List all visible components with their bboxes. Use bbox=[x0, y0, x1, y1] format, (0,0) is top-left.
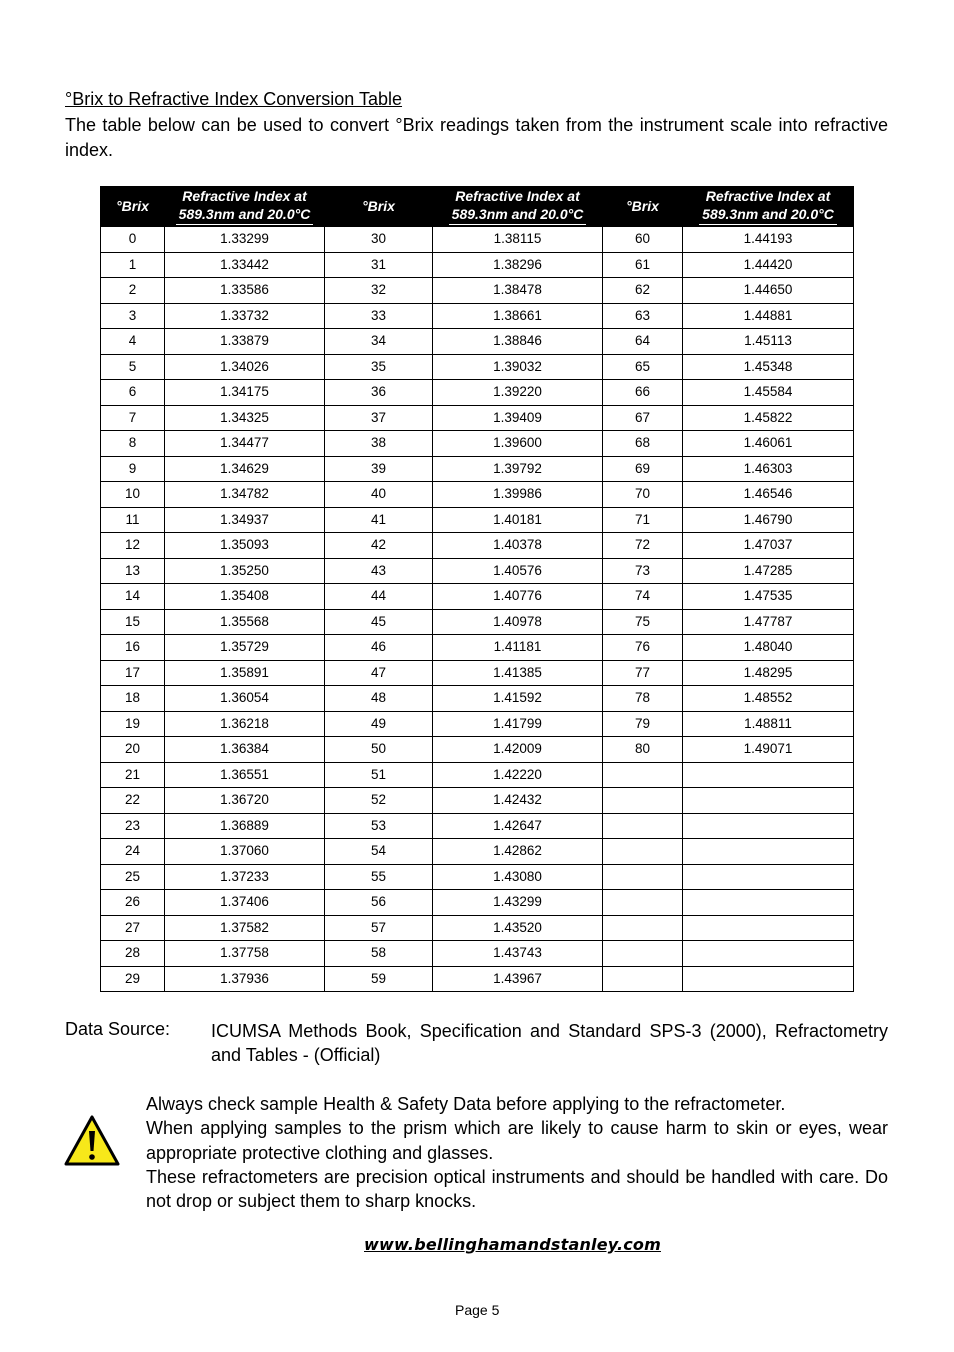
refractive-index-cell: 1.37233 bbox=[165, 864, 325, 890]
refractive-index-cell: 1.44193 bbox=[683, 227, 854, 253]
table-row bbox=[101, 686, 854, 712]
refractive-index-cell: 1.35250 bbox=[165, 558, 325, 584]
refractive-index-cell: 1.34937 bbox=[165, 507, 325, 533]
refractive-index-cell: 1.45348 bbox=[683, 354, 854, 380]
brix-cell: 79 bbox=[603, 711, 683, 737]
conversion-table bbox=[100, 186, 854, 992]
brix-cell: 47 bbox=[325, 660, 433, 686]
refractive-index-cell: 1.34026 bbox=[165, 354, 325, 380]
brix-cell: 32 bbox=[325, 278, 433, 304]
brix-cell: 21 bbox=[101, 762, 165, 788]
refractive-index-cell: 1.34782 bbox=[165, 482, 325, 508]
brix-cell: 46 bbox=[325, 635, 433, 661]
refractive-index-cell: 1.42009 bbox=[433, 737, 603, 763]
brix-cell: 16 bbox=[101, 635, 165, 661]
table-row bbox=[101, 813, 854, 839]
brix-cell: 38 bbox=[325, 431, 433, 457]
brix-cell: 44 bbox=[325, 584, 433, 610]
refractive-index-cell: 1.45822 bbox=[683, 405, 854, 431]
brix-cell: 54 bbox=[325, 839, 433, 865]
refractive-index-cell bbox=[683, 839, 854, 865]
website-link[interactable]: www.bellinghamandstanley.com bbox=[364, 1235, 661, 1254]
brix-cell: 51 bbox=[325, 762, 433, 788]
refractive-index-cell: 1.47037 bbox=[683, 533, 854, 559]
refractive-index-cell: 1.48552 bbox=[683, 686, 854, 712]
refractive-index-cell: 1.46303 bbox=[683, 456, 854, 482]
table-row bbox=[101, 354, 854, 380]
refractive-index-cell: 1.33732 bbox=[165, 303, 325, 329]
refractive-index-cell: 1.36054 bbox=[165, 686, 325, 712]
brix-cell bbox=[603, 788, 683, 814]
brix-cell: 25 bbox=[101, 864, 165, 890]
header-brix bbox=[101, 186, 165, 227]
header-ri-line2: 589.3nm and 20.0°C bbox=[451, 206, 584, 222]
brix-cell: 18 bbox=[101, 686, 165, 712]
header-brix-label: °Brix bbox=[116, 198, 149, 214]
table-header-row bbox=[101, 186, 854, 227]
brix-cell: 73 bbox=[603, 558, 683, 584]
refractive-index-cell bbox=[683, 966, 854, 992]
refractive-index-cell: 1.41181 bbox=[433, 635, 603, 661]
brix-cell: 59 bbox=[325, 966, 433, 992]
brix-cell: 70 bbox=[603, 482, 683, 508]
header-brix-label: °Brix bbox=[626, 198, 659, 214]
brix-cell: 76 bbox=[603, 635, 683, 661]
brix-cell: 15 bbox=[101, 609, 165, 635]
table-row bbox=[101, 584, 854, 610]
brix-cell: 52 bbox=[325, 788, 433, 814]
table-row bbox=[101, 405, 854, 431]
refractive-index-cell: 1.41385 bbox=[433, 660, 603, 686]
table-row bbox=[101, 609, 854, 635]
table-row bbox=[101, 788, 854, 814]
safety-line: When applying samples to the prism which are likely to cause harm to skin or eyes, wear appropriate protective clothing and glasses. bbox=[146, 1118, 888, 1163]
refractive-index-cell: 1.33442 bbox=[165, 252, 325, 278]
header-ri-line2: 589.3nm and 20.0°C bbox=[702, 206, 834, 222]
refractive-index-cell: 1.39986 bbox=[433, 482, 603, 508]
brix-cell: 29 bbox=[101, 966, 165, 992]
table-body bbox=[101, 227, 854, 992]
table-row bbox=[101, 864, 854, 890]
refractive-index-cell: 1.38846 bbox=[433, 329, 603, 355]
refractive-index-cell: 1.34477 bbox=[165, 431, 325, 457]
brix-cell: 55 bbox=[325, 864, 433, 890]
brix-cell: 12 bbox=[101, 533, 165, 559]
refractive-index-cell: 1.35568 bbox=[165, 609, 325, 635]
header-brix bbox=[325, 186, 433, 227]
brix-cell: 23 bbox=[101, 813, 165, 839]
refractive-index-cell: 1.43520 bbox=[433, 915, 603, 941]
refractive-index-cell: 1.35093 bbox=[165, 533, 325, 559]
brix-cell: 49 bbox=[325, 711, 433, 737]
refractive-index-cell: 1.33299 bbox=[165, 227, 325, 253]
refractive-index-cell: 1.40776 bbox=[433, 584, 603, 610]
safety-line: Always check sample Health & Safety Data before applying to the refractometer. bbox=[146, 1094, 786, 1114]
refractive-index-cell: 1.48295 bbox=[683, 660, 854, 686]
refractive-index-cell: 1.47787 bbox=[683, 609, 854, 635]
header-ri-line2: 589.3nm and 20.0°C bbox=[178, 206, 311, 222]
table-row bbox=[101, 380, 854, 406]
header-ri-line1: Refractive Index at bbox=[455, 188, 580, 204]
table-row bbox=[101, 278, 854, 304]
brix-cell: 7 bbox=[101, 405, 165, 431]
table-row bbox=[101, 737, 854, 763]
brix-cell: 0 bbox=[101, 227, 165, 253]
brix-cell: 72 bbox=[603, 533, 683, 559]
refractive-index-cell: 1.43080 bbox=[433, 864, 603, 890]
refractive-index-cell: 1.45113 bbox=[683, 329, 854, 355]
brix-cell: 53 bbox=[325, 813, 433, 839]
header-refractive-index bbox=[165, 186, 325, 227]
refractive-index-cell: 1.38478 bbox=[433, 278, 603, 304]
refractive-index-cell: 1.35729 bbox=[165, 635, 325, 661]
safety-line: These refractometers are precision optical instruments and should be handled with care. Do not drop or subject them to sharp knocks. bbox=[146, 1166, 888, 1212]
brix-cell: 62 bbox=[603, 278, 683, 304]
header-brix-label: °Brix bbox=[362, 198, 395, 214]
brix-cell: 4 bbox=[101, 329, 165, 355]
refractive-index-cell: 1.49071 bbox=[683, 737, 854, 763]
refractive-index-cell: 1.37758 bbox=[165, 941, 325, 967]
refractive-index-cell: 1.39600 bbox=[433, 431, 603, 457]
header-brix bbox=[603, 186, 683, 227]
brix-cell bbox=[603, 839, 683, 865]
refractive-index-cell bbox=[683, 915, 854, 941]
brix-cell: 24 bbox=[101, 839, 165, 865]
refractive-index-cell: 1.48040 bbox=[683, 635, 854, 661]
refractive-index-cell: 1.47535 bbox=[683, 584, 854, 610]
refractive-index-cell: 1.42220 bbox=[433, 762, 603, 788]
refractive-index-cell bbox=[683, 941, 854, 967]
refractive-index-cell: 1.33879 bbox=[165, 329, 325, 355]
refractive-index-cell: 1.39792 bbox=[433, 456, 603, 482]
brix-cell bbox=[603, 941, 683, 967]
brix-cell: 78 bbox=[603, 686, 683, 712]
refractive-index-cell: 1.46061 bbox=[683, 431, 854, 457]
refractive-index-cell: 1.39032 bbox=[433, 354, 603, 380]
table-row bbox=[101, 507, 854, 533]
refractive-index-cell bbox=[683, 864, 854, 890]
brix-cell: 61 bbox=[603, 252, 683, 278]
table-row bbox=[101, 711, 854, 737]
table-row bbox=[101, 660, 854, 686]
brix-cell: 9 bbox=[101, 456, 165, 482]
refractive-index-cell: 1.40576 bbox=[433, 558, 603, 584]
refractive-index-cell: 1.39220 bbox=[433, 380, 603, 406]
brix-cell: 27 bbox=[101, 915, 165, 941]
brix-cell: 74 bbox=[603, 584, 683, 610]
refractive-index-cell: 1.44420 bbox=[683, 252, 854, 278]
refractive-index-cell: 1.35408 bbox=[165, 584, 325, 610]
header-ri-label bbox=[176, 187, 314, 225]
refractive-index-cell: 1.37060 bbox=[165, 839, 325, 865]
table-heading: °Brix to Refractive Index Conversion Table bbox=[65, 89, 403, 109]
table-row bbox=[101, 227, 854, 253]
brix-cell bbox=[603, 966, 683, 992]
brix-cell: 39 bbox=[325, 456, 433, 482]
brix-cell: 8 bbox=[101, 431, 165, 457]
refractive-index-cell: 1.43967 bbox=[433, 966, 603, 992]
brix-cell: 13 bbox=[101, 558, 165, 584]
refractive-index-cell: 1.39409 bbox=[433, 405, 603, 431]
warning-icon bbox=[64, 1115, 120, 1167]
brix-cell: 20 bbox=[101, 737, 165, 763]
brix-cell: 66 bbox=[603, 380, 683, 406]
header-ri-label bbox=[699, 187, 837, 225]
brix-cell: 31 bbox=[325, 252, 433, 278]
refractive-index-cell: 1.46546 bbox=[683, 482, 854, 508]
table-row bbox=[101, 890, 854, 916]
refractive-index-cell: 1.40978 bbox=[433, 609, 603, 635]
table-row bbox=[101, 482, 854, 508]
table-row bbox=[101, 966, 854, 992]
header-refractive-index bbox=[433, 186, 603, 227]
brix-cell bbox=[603, 762, 683, 788]
brix-cell: 5 bbox=[101, 354, 165, 380]
refractive-index-cell: 1.36384 bbox=[165, 737, 325, 763]
refractive-index-cell: 1.42862 bbox=[433, 839, 603, 865]
brix-cell: 6 bbox=[101, 380, 165, 406]
refractive-index-cell: 1.37406 bbox=[165, 890, 325, 916]
brix-cell: 28 bbox=[101, 941, 165, 967]
brix-cell: 22 bbox=[101, 788, 165, 814]
refractive-index-cell: 1.36720 bbox=[165, 788, 325, 814]
refractive-index-cell bbox=[683, 788, 854, 814]
brix-cell: 71 bbox=[603, 507, 683, 533]
brix-cell: 48 bbox=[325, 686, 433, 712]
brix-cell: 11 bbox=[101, 507, 165, 533]
brix-cell bbox=[603, 915, 683, 941]
table-row bbox=[101, 252, 854, 278]
refractive-index-cell: 1.40378 bbox=[433, 533, 603, 559]
data-source-label: Data Source: bbox=[65, 1019, 171, 1039]
brix-cell bbox=[603, 890, 683, 916]
table-row bbox=[101, 635, 854, 661]
refractive-index-cell: 1.36551 bbox=[165, 762, 325, 788]
table-row bbox=[101, 762, 854, 788]
refractive-index-cell bbox=[683, 890, 854, 916]
refractive-index-cell bbox=[683, 762, 854, 788]
refractive-index-cell: 1.34325 bbox=[165, 405, 325, 431]
refractive-index-cell: 1.41592 bbox=[433, 686, 603, 712]
table-row bbox=[101, 941, 854, 967]
brix-cell bbox=[603, 864, 683, 890]
refractive-index-cell: 1.43743 bbox=[433, 941, 603, 967]
header-refractive-index bbox=[683, 186, 854, 227]
table-row bbox=[101, 456, 854, 482]
brix-cell: 63 bbox=[603, 303, 683, 329]
brix-cell: 56 bbox=[325, 890, 433, 916]
table-row bbox=[101, 839, 854, 865]
refractive-index-cell: 1.37936 bbox=[165, 966, 325, 992]
refractive-index-cell: 1.38115 bbox=[433, 227, 603, 253]
refractive-index-cell bbox=[683, 813, 854, 839]
refractive-index-cell: 1.38296 bbox=[433, 252, 603, 278]
table-row bbox=[101, 558, 854, 584]
refractive-index-cell: 1.42647 bbox=[433, 813, 603, 839]
page-number: Page 5 bbox=[455, 1302, 500, 1318]
table-row bbox=[101, 303, 854, 329]
brix-cell: 45 bbox=[325, 609, 433, 635]
brix-cell: 36 bbox=[325, 380, 433, 406]
data-source-text: ICUMSA Methods Book, Specification and Standard SPS-3 (2000), Refractometry and Tables - (Official) bbox=[211, 1021, 888, 1065]
refractive-index-cell: 1.33586 bbox=[165, 278, 325, 304]
table-row bbox=[101, 915, 854, 941]
refractive-index-cell: 1.47285 bbox=[683, 558, 854, 584]
refractive-index-cell: 1.44881 bbox=[683, 303, 854, 329]
header-ri-line1: Refractive Index at bbox=[705, 188, 831, 204]
refractive-index-cell: 1.48811 bbox=[683, 711, 854, 737]
brix-cell: 10 bbox=[101, 482, 165, 508]
refractive-index-cell: 1.45584 bbox=[683, 380, 854, 406]
refractive-index-cell: 1.43299 bbox=[433, 890, 603, 916]
brix-cell: 17 bbox=[101, 660, 165, 686]
brix-cell: 57 bbox=[325, 915, 433, 941]
brix-cell: 68 bbox=[603, 431, 683, 457]
brix-cell: 34 bbox=[325, 329, 433, 355]
table-row bbox=[101, 431, 854, 457]
brix-cell: 80 bbox=[603, 737, 683, 763]
brix-cell: 65 bbox=[603, 354, 683, 380]
brix-cell: 42 bbox=[325, 533, 433, 559]
intro-paragraph: The table below can be used to convert °Brix readings taken from the instrument scale into refractive index. bbox=[65, 115, 888, 160]
safety-notes bbox=[146, 1092, 888, 1213]
table-row bbox=[101, 329, 854, 355]
brix-cell: 14 bbox=[101, 584, 165, 610]
brix-cell: 2 bbox=[101, 278, 165, 304]
brix-cell: 37 bbox=[325, 405, 433, 431]
brix-cell: 3 bbox=[101, 303, 165, 329]
refractive-index-cell: 1.36218 bbox=[165, 711, 325, 737]
brix-cell: 41 bbox=[325, 507, 433, 533]
brix-cell: 26 bbox=[101, 890, 165, 916]
refractive-index-cell: 1.41799 bbox=[433, 711, 603, 737]
brix-cell: 77 bbox=[603, 660, 683, 686]
table-row bbox=[101, 533, 854, 559]
brix-cell bbox=[603, 813, 683, 839]
brix-cell: 30 bbox=[325, 227, 433, 253]
brix-cell: 75 bbox=[603, 609, 683, 635]
brix-cell: 50 bbox=[325, 737, 433, 763]
brix-cell: 40 bbox=[325, 482, 433, 508]
brix-cell: 33 bbox=[325, 303, 433, 329]
refractive-index-cell: 1.37582 bbox=[165, 915, 325, 941]
header-ri-label bbox=[449, 187, 587, 225]
brix-cell: 35 bbox=[325, 354, 433, 380]
refractive-index-cell: 1.42432 bbox=[433, 788, 603, 814]
refractive-index-cell: 1.36889 bbox=[165, 813, 325, 839]
brix-cell: 69 bbox=[603, 456, 683, 482]
brix-cell: 43 bbox=[325, 558, 433, 584]
brix-cell: 60 bbox=[603, 227, 683, 253]
brix-cell: 64 bbox=[603, 329, 683, 355]
brix-cell: 58 bbox=[325, 941, 433, 967]
refractive-index-cell: 1.34629 bbox=[165, 456, 325, 482]
brix-cell: 19 bbox=[101, 711, 165, 737]
refractive-index-cell: 1.46790 bbox=[683, 507, 854, 533]
refractive-index-cell: 1.38661 bbox=[433, 303, 603, 329]
header-ri-line1: Refractive Index at bbox=[182, 188, 307, 204]
brix-cell: 1 bbox=[101, 252, 165, 278]
refractive-index-cell: 1.40181 bbox=[433, 507, 603, 533]
brix-cell: 67 bbox=[603, 405, 683, 431]
refractive-index-cell: 1.44650 bbox=[683, 278, 854, 304]
refractive-index-cell: 1.34175 bbox=[165, 380, 325, 406]
refractive-index-cell: 1.35891 bbox=[165, 660, 325, 686]
